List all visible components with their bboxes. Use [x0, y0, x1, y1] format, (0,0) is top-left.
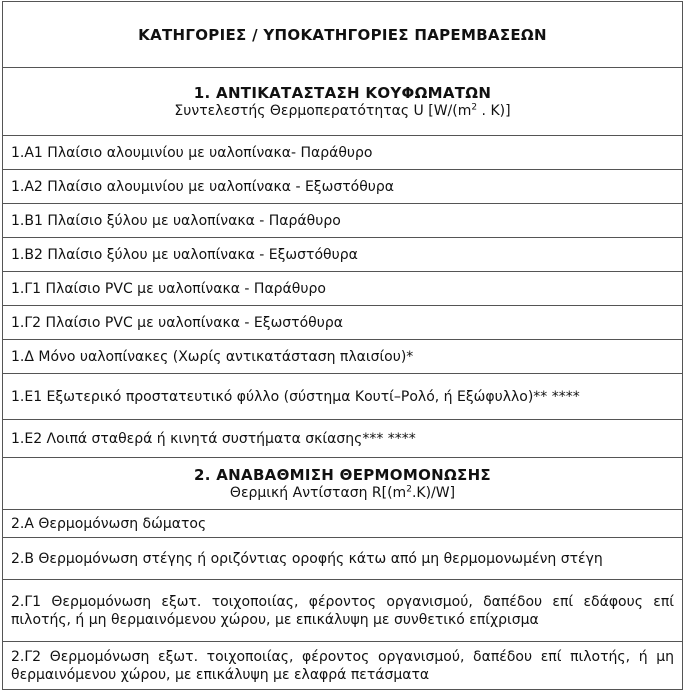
table-row: 1.Ε2 Λοιπά σταθερά ή κινητά συστήματα σκίασης*** **** [3, 420, 682, 458]
section-2-subtitle: Θερμική Αντίσταση $R[(m^2.K)/W]$ [229, 483, 456, 501]
section-2-title: 2. ΑΝΑΒΑΘΜΙΣΗ ΘΕΡΜΟΜΟΝΩΣΗΣ [194, 465, 491, 484]
table-row: 2.Β Θερμομόνωση στέγης ή οριζόντιας οροφής κάτω από μη θερμομονωμένη στέγη [3, 538, 682, 580]
table-title: ΚΑΤΗΓΟΡΙΕΣ / ΥΠΟΚΑΤΗΓΟΡΙΕΣ ΠΑΡΕΜΒΑΣΕΩΝ [138, 25, 547, 44]
table-row: 1.Γ2 Πλαίσιο PVC με υαλοπίνακα - Εξωστόθυρα [3, 306, 682, 340]
table-row: 1.Β2 Πλαίσιο ξύλου με υαλοπίνακα - Εξωστόθυρα [3, 238, 682, 272]
table-row: 1.Γ1 Πλαίσιο PVC με υαλοπίνακα - Παράθυρο [3, 272, 682, 306]
table-row: 1.Β1 Πλαίσιο ξύλου με υαλοπίνακα - Παράθυρο [3, 204, 682, 238]
section-2-header [3, 458, 682, 510]
table-row: 1.Ε1 Εξωτερικό προστατευτικό φύλλο (σύστημα Κουτί–Ρολό, ή Εξώφυλλο)** **** [3, 374, 682, 420]
table-header [3, 2, 682, 68]
table-row: 1.Α1 Πλαίσιο αλουμινίου με υαλοπίνακα- Παράθυρο [3, 136, 682, 170]
table-row: 2.Γ2 Θερμομόνωση εξωτ. τοιχοποιίας, φέροντος οργανισμού, δαπέδου επί πιλοτής, ή μη θερμαινόμενου χώρου, με επικάλυψη με ελαφρά πετάσματα [3, 642, 682, 690]
table-row: 1.Δ Μόνο υαλοπίνακες (Χωρίς αντικατάσταση πλαισίου)* [3, 340, 682, 374]
interventions-table [2, 1, 683, 690]
section-1-subtitle: Συντελεστής Θερμοπερατότητας U [$W/(m^2$ . K)] [174, 101, 511, 119]
table-row: 2.Γ1 Θερμομόνωση εξωτ. τοιχοποιίας, φέροντος οργανισμού, δαπέδου επί εδάφους επί πιλοτής, ή μη θερμαινόμενου χώρου, με επικάλυψη με συνθετικό επίχρισμα [3, 580, 682, 642]
section-1-title: 1. ΑΝΤΙΚΑΤΑΣΤΑΣΗ ΚΟΥΦΩΜΑΤΩΝ [193, 83, 492, 102]
table-row: 2.Α Θερμομόνωση δώματος [3, 510, 682, 538]
section-1-header [3, 68, 682, 136]
table-row: 1.Α2 Πλαίσιο αλουμινίου με υαλοπίνακα - Εξωστόθυρα [3, 170, 682, 204]
